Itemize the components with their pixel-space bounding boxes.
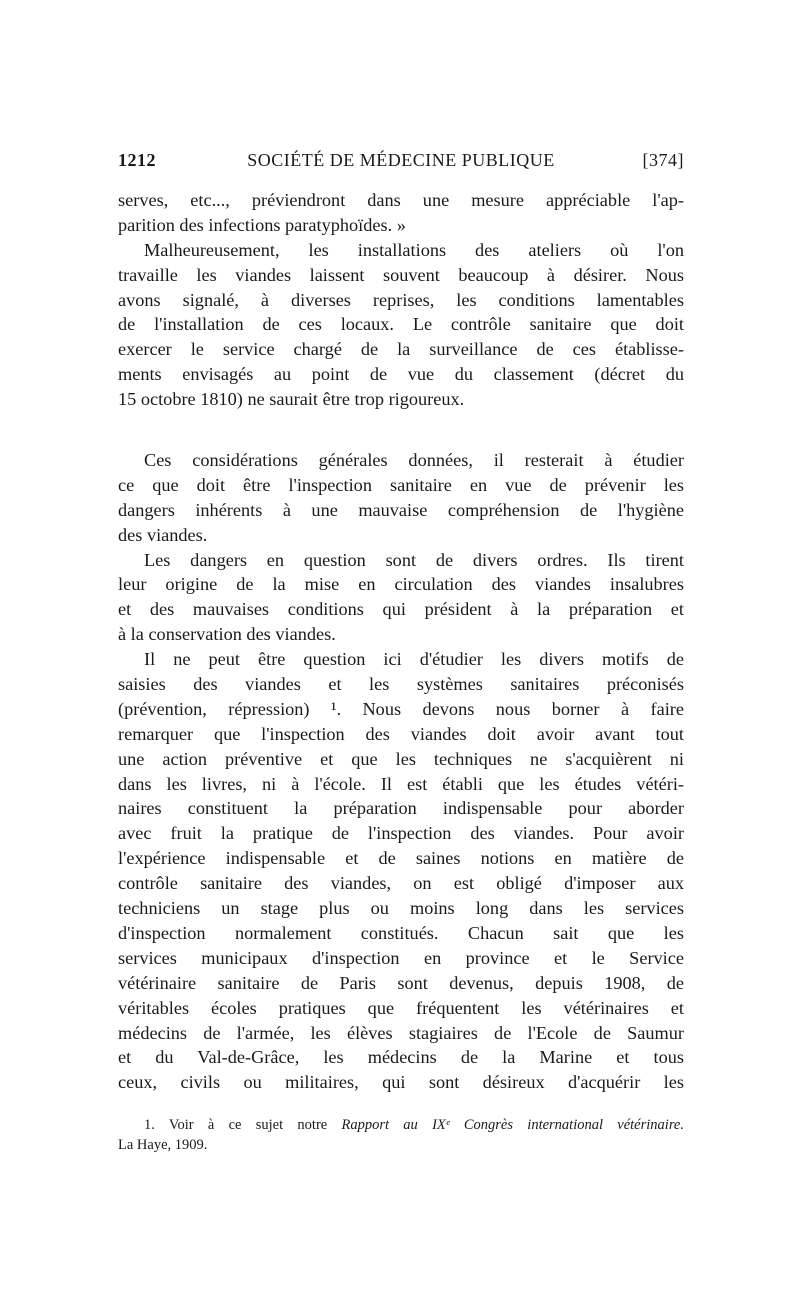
text-line: remarquer que l'inspection des viandes doit avoir avant tout — [118, 723, 684, 744]
running-title: SOCIÉTÉ DE MÉDECINE PUBLIQUE — [247, 150, 555, 170]
text-line: véritables écoles pratiques que fréquentent les vétérinaires et — [118, 997, 684, 1018]
paragraph-3 — [118, 448, 684, 548]
running-header — [118, 150, 684, 176]
footnote-line — [118, 1115, 684, 1135]
text-line: leur origine de la mise en circulation des viandes insalubres — [118, 574, 684, 595]
text-line: techniciens un stage plus ou moins long dans les services — [118, 898, 684, 919]
text-line: contrôle sanitaire des viandes, on est obligé d'imposer aux — [118, 873, 684, 894]
footnote — [118, 1115, 684, 1155]
body-text — [118, 188, 684, 1095]
footnote-prefix: 1. Voir à ce sujet notre — [144, 1117, 342, 1133]
text-line: 15 octobre 1810) ne saurait être trop rigoureux. — [118, 389, 465, 410]
text-line: serves, etc..., préviendront dans une mesure appréciable l'ap- — [118, 190, 684, 210]
text-line: et des mauvaises conditions qui président à la préparation et — [118, 599, 684, 620]
text-line: naires constituent la préparation indispensable pour aborder — [118, 798, 684, 819]
text-line: Il ne peut être question ici d'étudier les divers motifs de — [144, 649, 684, 670]
text-line: avons signalé, à diverses reprises, les conditions lamentables — [118, 289, 684, 310]
section-gap — [118, 412, 684, 448]
text-line: vétérinaire sanitaire de Paris sont devenus, depuis 1908, de — [118, 972, 684, 993]
footnote-citation: Rapport au IXᵉ Congrès international vétérinaire. — [341, 1117, 684, 1133]
bracket-reference: [374] — [642, 150, 684, 170]
text-line: ments envisagés au point de vue du classement (décret du — [118, 364, 684, 385]
text-line: dangers inhérents à une mauvaise compréhension de l'hygiène — [118, 499, 684, 520]
text-line: dans les livres, ni à l'école. Il est établi que les études vétéri- — [118, 773, 684, 794]
text-line: Malheureusement, les installations des ateliers où l'on — [144, 239, 684, 260]
text-line: des viandes. — [118, 524, 208, 545]
text-line: ceux, civils ou militaires, qui sont désireux d'acquérir les — [118, 1072, 684, 1093]
text-line: une action préventive et que les techniques ne s'acquièrent ni — [118, 748, 684, 769]
page-number: 1212 — [118, 150, 156, 170]
text-line: de l'installation de ces locaux. Le contrôle sanitaire que doit — [118, 314, 684, 335]
text-line: Ces considérations générales données, il resterait à étudier — [144, 450, 684, 471]
text-line: et du Val-de-Grâce, les médecins de la Marine et tous — [118, 1047, 684, 1068]
text-line: l'expérience indispensable et de saines notions en matière de — [118, 848, 684, 869]
footnote-line: La Haye, 1909. — [118, 1137, 208, 1153]
text-line: saisies des viandes et les systèmes sanitaires préconisés — [118, 674, 684, 695]
text-line: d'inspection normalement constitués. Chacun sait que les — [118, 922, 684, 943]
paragraph-2 — [118, 238, 684, 412]
paragraph-4 — [118, 548, 684, 648]
text-line: avec fruit la pratique de l'inspection des viandes. Pour avoir — [118, 823, 684, 844]
text-line: (prévention, répression) ¹. Nous devons nous borner à faire — [118, 698, 684, 719]
text-line: travaille les viandes laissent souvent beaucoup à désirer. Nous — [118, 264, 684, 285]
text-line: médecins de l'armée, les élèves stagiaires de l'Ecole de Saumur — [118, 1022, 684, 1043]
text-line: parition des infections paratyphoïdes. » — [118, 214, 406, 235]
text-line: exercer le service chargé de la surveillance de ces établisse- — [118, 339, 684, 360]
text-line: services municipaux d'inspection en province et le Service — [118, 947, 684, 968]
paragraph-5 — [118, 647, 684, 1095]
text-line: à la conservation des viandes. — [118, 624, 336, 645]
text-line: ce que doit être l'inspection sanitaire en vue de prévenir les — [118, 474, 684, 495]
text-line: Les dangers en question sont de divers ordres. Ils tirent — [144, 549, 684, 570]
paragraph-1 — [118, 188, 684, 238]
